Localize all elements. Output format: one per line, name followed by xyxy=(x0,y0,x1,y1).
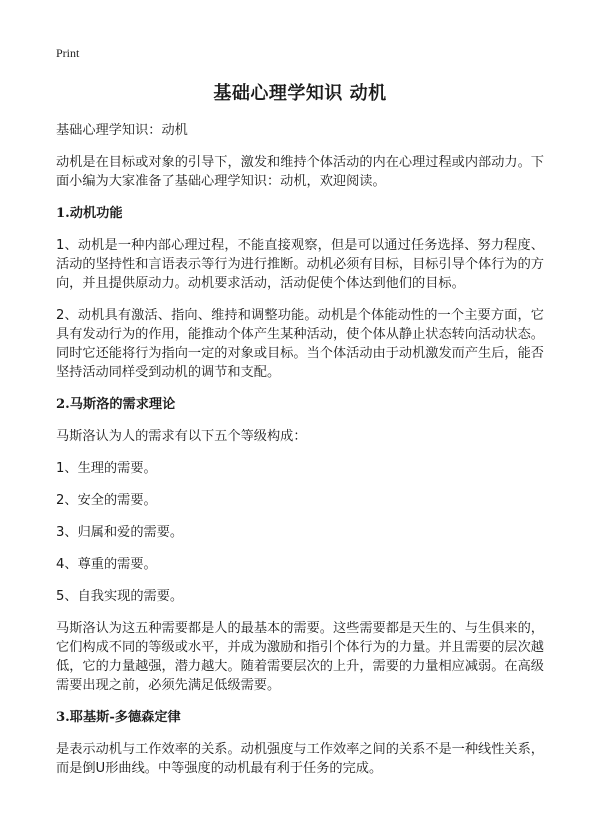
section-maslow-needs xyxy=(56,395,544,695)
page-title: 基础心理学知识 动机 xyxy=(213,83,387,104)
need-list-item: 4、尊重的需要。 xyxy=(56,557,157,572)
section-heading: 2.马斯洛的需求理论 xyxy=(56,397,176,412)
article-subtitle: 基础心理学知识：动机 xyxy=(56,123,188,138)
section-heading: 3.耶基斯-多德森定律 xyxy=(56,710,181,725)
need-list-item: 1、生理的需要。 xyxy=(56,461,157,476)
print-link[interactable]: Print xyxy=(56,46,80,60)
section-yerkes-dodson xyxy=(56,708,544,778)
section-heading: 1.动机功能 xyxy=(56,206,123,221)
section-paragraph: 是表示动机与工作效率的关系。动机强度与工作效率之间的关系不是一种线性关系，而是倒U形曲线。中等强度的动机最有利于任务的完成。 xyxy=(56,742,544,776)
article-body xyxy=(56,121,544,791)
need-list-item: 2、安全的需要。 xyxy=(56,493,157,508)
need-list-item: 5、自我实现的需要。 xyxy=(56,589,184,604)
section-paragraph: 1、动机是一种内部心理过程，不能直接观察，但是可以通过任务选择、努力程度、活动的坚持性和言语表示等行为进行推断。动机必须有目标，目标引导个体行为的方向，并且提供原动力。动机要求活动，活动促使个体达到他们的目标。 xyxy=(56,238,544,291)
section-motivation-function xyxy=(56,204,544,382)
section-paragraph: 马斯洛认为这五种需要都是人的最基本的需要。这些需要都是天生的、与生俱来的，它们构成不同的等级或水平，并成为激励和指引个体行为的力量。并且需要的层次越低，它的力量越强，潜力越大。随着需要层次的上升，需要的力量相应减弱。在高级需要出现之前，必须先满足低级需要。 xyxy=(56,621,544,693)
intro-paragraph: 动机是在目标或对象的引导下，激发和维持个体活动的内在心理过程或内部动力。下面小编为大家准备了基础心理学知识：动机，欢迎阅读。 xyxy=(56,155,544,189)
section-paragraph: 马斯洛认为人的需求有以下五个等级构成： xyxy=(56,429,307,444)
section-paragraph: 2、动机具有激活、指向、维持和调整功能。动机是个体能动性的一个主要方面，它具有发动行为的作用，能推动个体产生某种活动，使个体从静止状态转向活动状态。同时它还能将行为指向一定的对象或目标。当个体活动由于动机激发而产生后，能否坚持活动同样受到动机的调节和支配。 xyxy=(56,308,544,380)
need-list-item: 3、归属和爱的需要。 xyxy=(56,525,184,540)
